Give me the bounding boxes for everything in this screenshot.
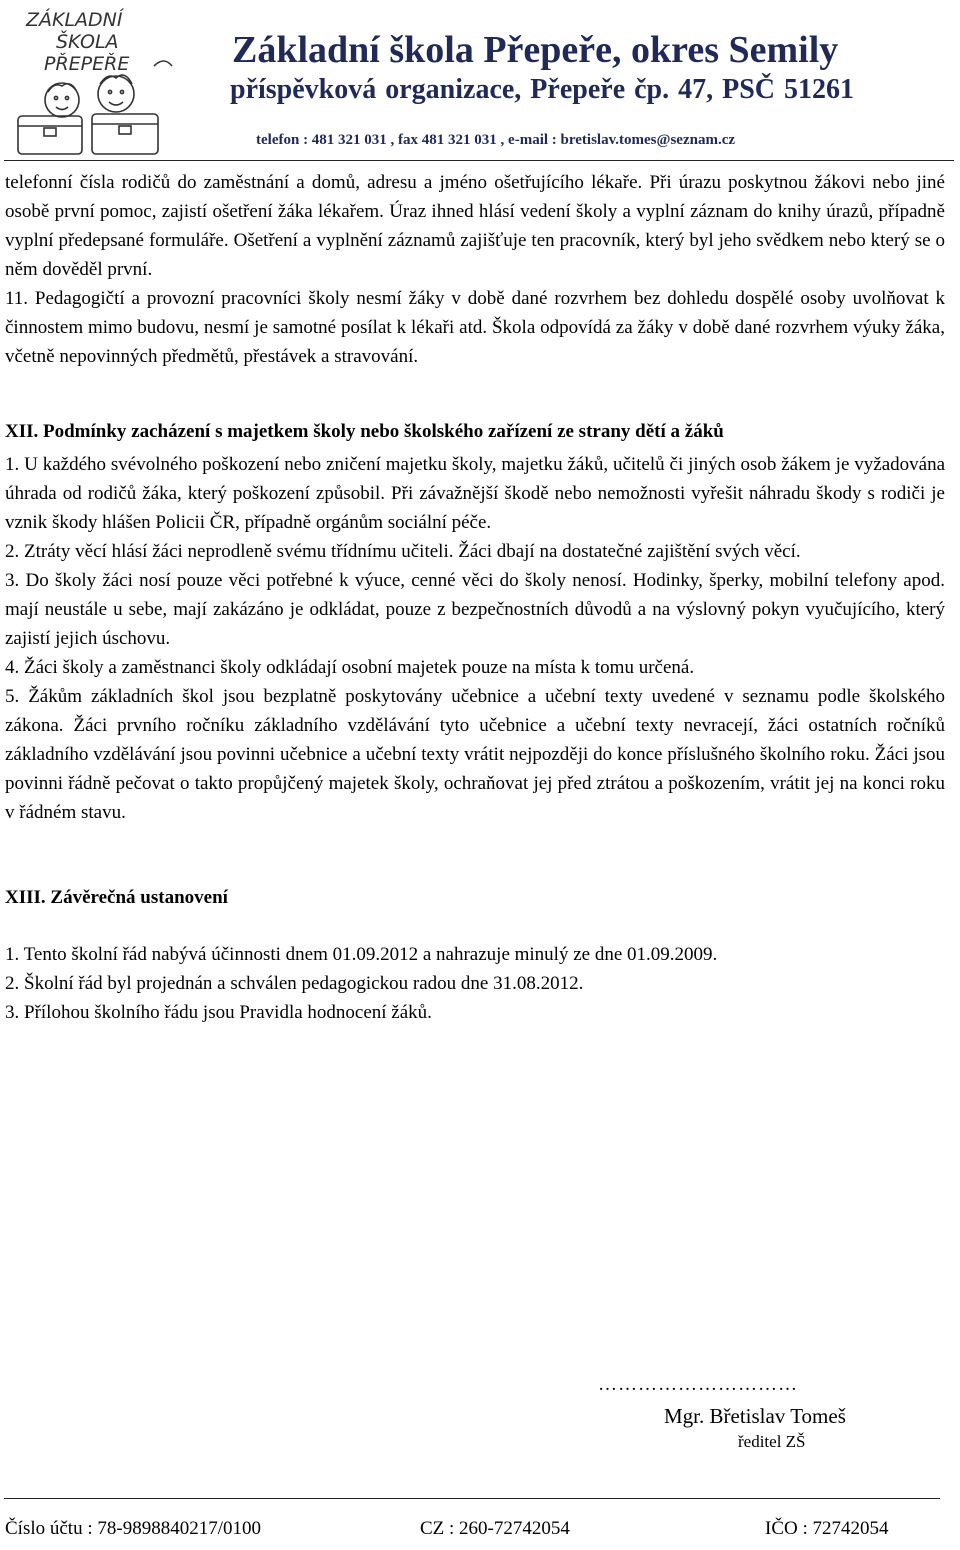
paragraph-continued: telefonní čísla rodičů do zaměstnání a domů, adresu a jméno ošetřujícího lékaře. Při úrazu poskytnou žákovi nebo jiné osobě první pomoc, zajistí ošetření žáka lékařem. Úraz ihned hlásí vedení školy a vyplní záznam do knihy úrazů, případně vyplní předepsané formuláře. Ošetření a vyplnění záznamů zajišťuje ten pracovník, který byl jeho svědkem nebo který se o něm dověděl první. <box>5 172 945 280</box>
section-xii-item-1: 1. U každého svévolného poškození nebo zničení majetku školy, majetku žáků, učitelů či jiných osob žákem je vyžadována úhrada od rodičů žáka, který poškození způsobil. Při závažnější škodě nebo nemožnosti vyřešit náhradu škody s rodiči je vznik škody hlášen Policii ČR, případně orgánům sociální péče. <box>5 454 945 533</box>
section-xiii-item-2: 2. Školní řád byl projednán a schválen pedagogickou radou dne 31.08.2012. <box>5 973 584 994</box>
section-xii-item-2: 2. Ztráty věcí hlásí žáci neprodleně svému třídnímu učiteli. Žáci dbají na dostatečné zajištění svých věcí. <box>5 541 801 562</box>
footer <box>5 1516 955 1542</box>
header-divider <box>4 160 954 161</box>
letterhead <box>0 0 960 166</box>
paragraph-11: 11. Pedagogičtí a provozní pracovníci školy nesmí žáky v době dané rozvrhem bez dohledu dospělé osoby uvolňovat k činnostem mimo budovu, nesmí je samotné posílat k lékaři atd. Škola odpovídá za žáky v době dané rozvrhem výuky žáka, včetně nepovinných předmětů, přestávek a stravování. <box>5 288 945 367</box>
document-body <box>5 168 945 1027</box>
footer-vat-id: CZ : 260-72742054 <box>420 1518 570 1539</box>
signatory-role: ředitel ZŠ <box>738 1432 806 1451</box>
signatory-name: Mgr. Břetislav Tomeš <box>664 1404 846 1428</box>
school-contact: telefon : 481 321 031 , fax 481 321 031 , e-mail : bretislav.tomes@seznam.cz <box>256 132 736 148</box>
section-xii-item-3: 3. Do školy žáci nosí pouze věci potřebné k výuce, cenné věci do školy nenosí. Hodinky, šperky, mobilní telefony apod. mají neustále u sebe, mají zakázáno je odkládat, pouze z bezpečnostních důvodů a na výslovný pokyn vyučujícího, který zajistí jejich úschovu. <box>5 570 945 649</box>
section-xiii-heading: XIII. Závěrečná ustanovení <box>5 887 228 908</box>
footer-divider <box>4 1498 940 1499</box>
spacer <box>5 827 945 883</box>
section-xiii-item-3: 3. Přílohou školního řádu jsou Pravidla hodnocení žáků. <box>5 1002 432 1023</box>
school-organization: příspěvková organizace, Přepeře čp. 47, PSČ 51261 <box>230 74 855 105</box>
footer-account-number: Číslo účtu : 78-9898840217/0100 <box>5 1518 261 1539</box>
section-xiii-item-1: 1. Tento školní řád nabývá účinnosti dnem 01.09.2012 a nahrazuje minulý ze dne 01.09.2009. <box>5 944 718 965</box>
school-logo <box>4 4 214 159</box>
spacer <box>5 371 945 417</box>
spacer <box>5 912 945 940</box>
footer-company-id: IČO : 72742054 <box>765 1518 889 1539</box>
logo-text-line2: ŠKOLA <box>56 31 119 53</box>
section-xii-heading: XII. Podmínky zacházení s majetkem školy nebo školského zařízení ze strany dětí a žáků <box>5 421 724 442</box>
section-xii-item-4: 4. Žáci školy a zaměstnanci školy odkládají osobní majetek pouze na místa k tomu určená. <box>5 657 695 678</box>
school-name: Základní škola Přepeře, okres Semily <box>232 29 839 71</box>
signature-line: ………………………… <box>598 1374 798 1395</box>
logo-text-line3: PŘEPEŘE <box>44 53 130 75</box>
logo-text-line1: ZÁKLADNÍ <box>26 9 123 31</box>
section-xii-item-5: 5. Žákům základních škol jsou bezplatně poskytovány učebnice a učební texty uvedené v seznamu podle školského zákona. Žáci prvního ročníku základního vzdělávání tyto učebnice a učební texty nevracejí, žáci ostatních ročníků základního vzdělávání jsou povinni učebnice a učební texty vrátit nejpozději do konce příslušného školního roku. Žáci jsou povinni řádně pečovat o takto propůjčený majetek školy, ochraňovat jej před ztrátou a poškozením, vrátit jej na konci roku v řádném stavu. <box>5 686 945 823</box>
